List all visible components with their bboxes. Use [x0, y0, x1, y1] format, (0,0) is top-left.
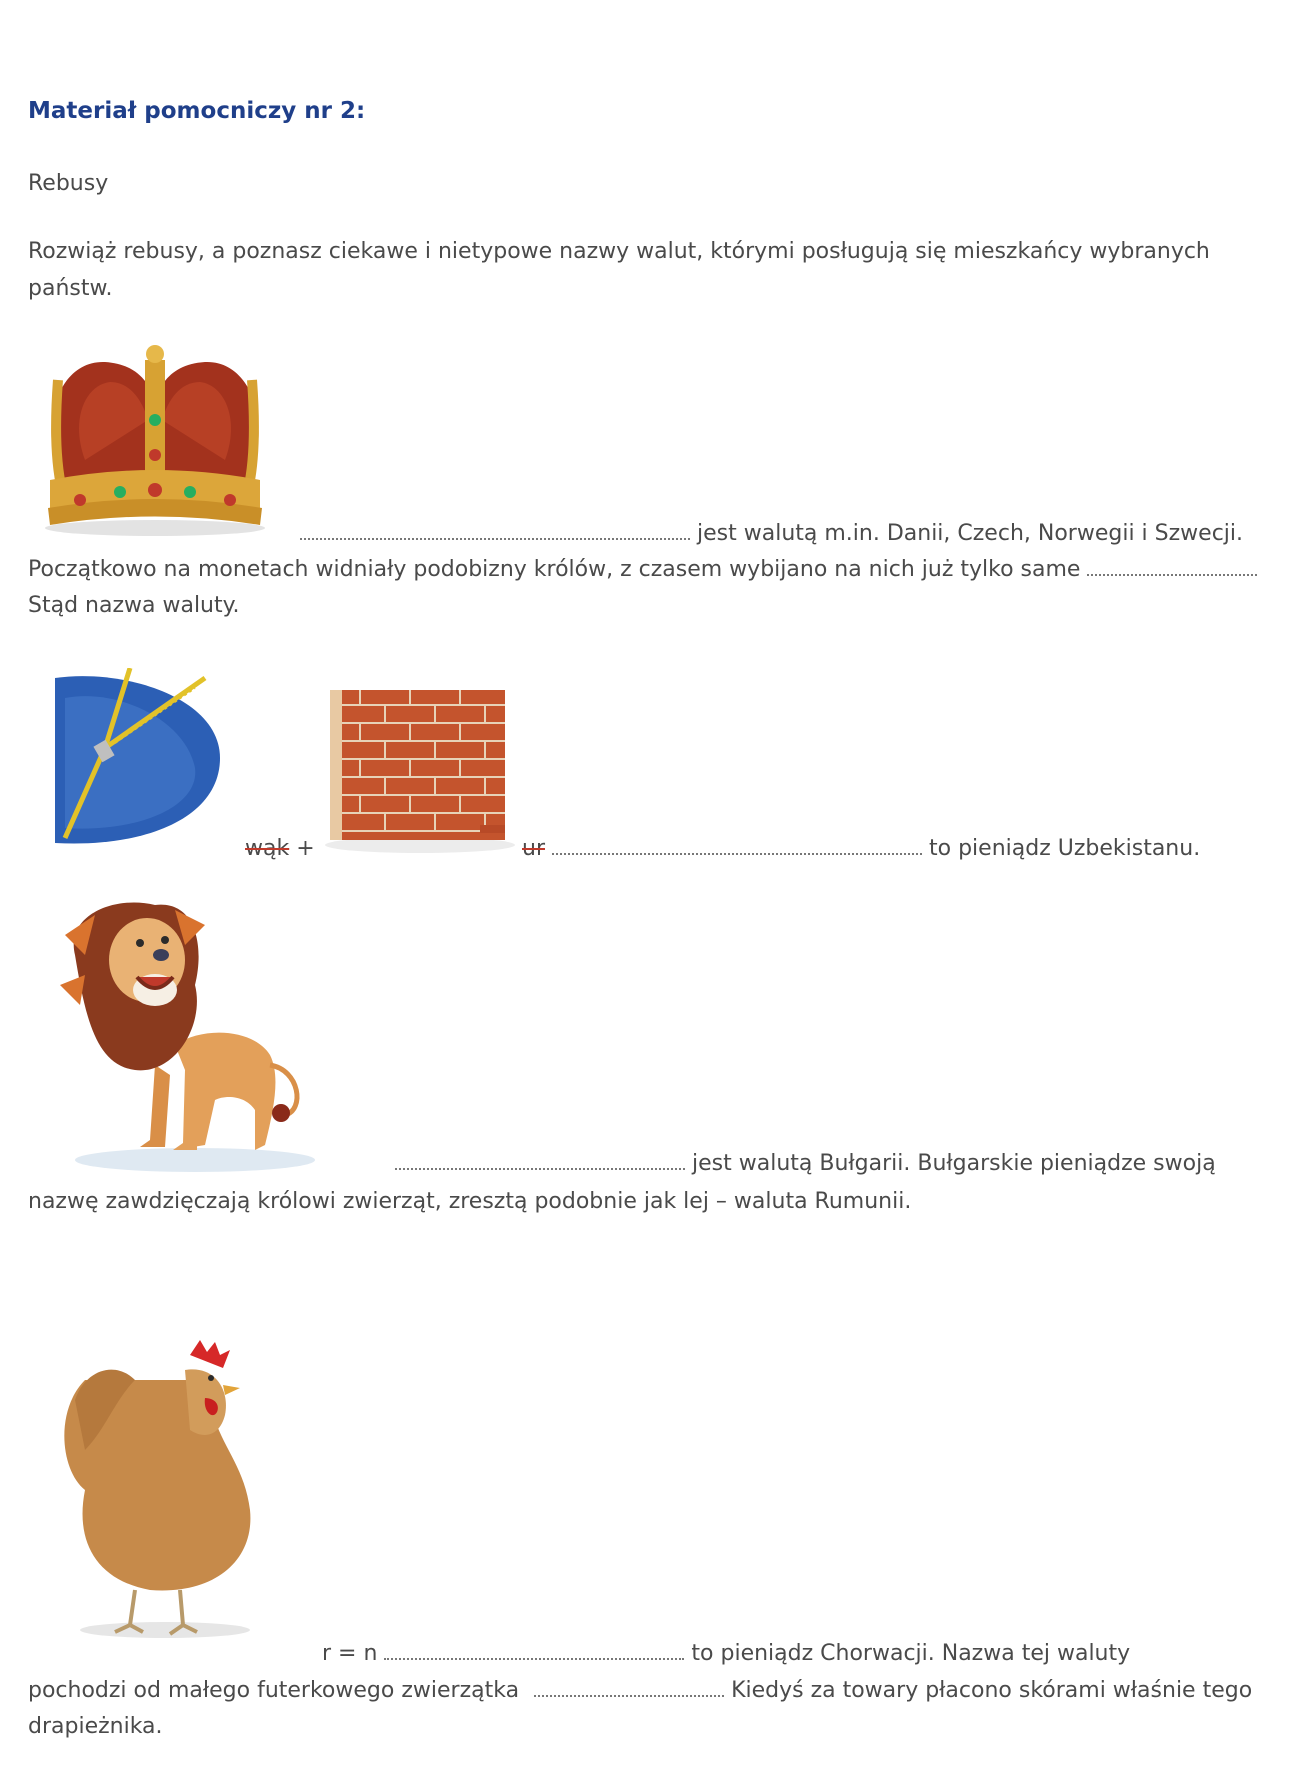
rebus-2-text: to pieniądz Uzbekistanu. — [929, 836, 1201, 861]
answer-blank-1[interactable] — [300, 520, 690, 540]
answer-blank-2[interactable] — [1087, 556, 1257, 576]
rebus-4-text-2a: pochodzi od małego futerkowego zwierzątka — [28, 1678, 520, 1703]
page-title: Materiał pomocniczy nr 2: — [28, 98, 366, 124]
rebus-1-text: jest walutą m.in. Danii, Czech, Norwegii i Szwecji. — [697, 521, 1244, 546]
rebus-4-line-1 — [322, 1640, 1130, 1669]
rebus-1-line-2 — [28, 556, 1257, 585]
rebus-2-prefix-struck: wąk — [245, 836, 290, 861]
rebus-1-text-2: Początkowo na monetach widniały podobizny królów, z czasem wybijano na nich już tylko same — [28, 557, 1081, 582]
answer-blank-4[interactable] — [395, 1150, 685, 1170]
rebus-4-line-3: drapieżnika. — [28, 1714, 163, 1739]
rebus-2-plus: + — [296, 836, 315, 861]
brick-wall-icon — [320, 685, 520, 855]
instruction-line-1: Rozwiąż rebusy, a poznasz ciekawe i nietypowe nazwy walut, którymi posługują się mieszkańcy wybranych — [28, 239, 1210, 264]
crown-icon — [30, 340, 280, 540]
rebus-1-line-3: Stąd nazwa waluty. — [28, 593, 240, 618]
answer-blank-3[interactable] — [552, 835, 922, 855]
lion-icon — [55, 895, 320, 1175]
rebus-2-suffix-struck: ur — [522, 836, 545, 861]
hen-icon — [55, 1340, 270, 1645]
rebus-1-line-1 — [300, 520, 1243, 549]
answer-blank-5[interactable] — [384, 1640, 684, 1660]
rebus-3-line-1 — [395, 1150, 1216, 1179]
rebus-2-suffix-line — [522, 835, 1200, 864]
zipper-icon — [45, 668, 230, 848]
answer-blank-6[interactable] — [534, 1677, 724, 1697]
subtitle: Rebusy — [28, 171, 109, 196]
rebus-4-text-2b: Kiedyś za towary płacono skórami właśnie tego — [731, 1678, 1253, 1703]
rebus-4-substitution: r = n — [322, 1641, 378, 1666]
rebus-3-line-2: nazwę zawdzięczają królowi zwierząt, zresztą podobnie jak lej – waluta Rumunii. — [28, 1189, 912, 1214]
rebus-3-text: jest walutą Bułgarii. Bułgarskie pieniądze swoją — [692, 1151, 1216, 1176]
rebus-2-prefix — [245, 835, 315, 864]
instruction-line-2: państw. — [28, 276, 113, 301]
rebus-4-line-2 — [28, 1677, 1252, 1706]
rebus-4-text: to pieniądz Chorwacji. Nazwa tej waluty — [691, 1641, 1131, 1666]
